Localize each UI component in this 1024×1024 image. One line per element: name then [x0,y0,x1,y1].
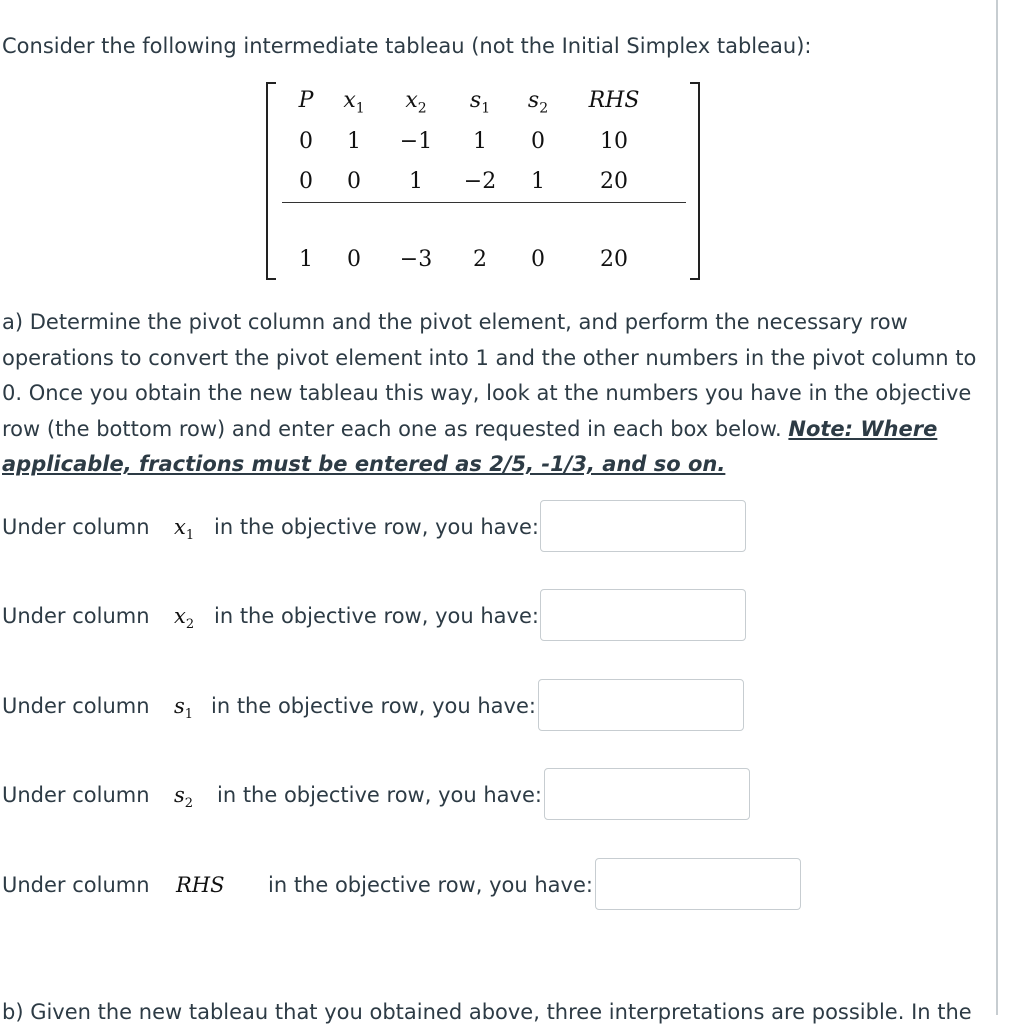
question-variable: $s_2$ [174,783,194,812]
tableau-cell: 0 [299,129,313,154]
answer-input-s1[interactable] [538,679,744,731]
question-suffix: in the objective row, you have: [214,604,539,628]
objective-cell: 2 [473,247,487,272]
question-prefix: Under column [2,604,150,628]
answer-input-x2[interactable] [540,589,746,641]
question-variable: $x_1$ [174,515,195,544]
question-s1 [2,679,762,735]
part-a-text: a) Determine the pivot column and the pivot element, and perform the necessary row operations to convert the pivot element into 1 and the other numbers in the pivot column to 0. Once you obtain the new tableau this way, look at the numbers you have in the objective row (the bottom row) and enter each one as requested in each box below. [2,310,977,441]
header-s2: $s_2$ [527,88,549,117]
question-suffix: in the objective row, you have: [217,783,542,807]
tableau-cell: 1 [347,129,361,154]
tableau-cell: 10 [600,129,628,154]
header-p: P [298,88,314,113]
fraction-note: Note: Where applicable, fractions must be entered as 2/5, -1/3, and so on. [2,416,938,476]
page-right-border [996,0,998,1015]
tableau-cell: 1 [473,129,487,154]
matrix-right-bracket [690,82,700,280]
question-prefix: Under column [2,873,150,897]
question-variable: $s_1$ [174,694,194,723]
question-prefix: Under column [2,783,150,807]
answer-input-s2[interactable] [544,768,750,820]
tableau-cell: 0 [347,169,361,194]
objective-cell: 1 [299,247,313,272]
header-x1: $x_1$ [343,88,365,117]
question-variable: $x_2$ [174,604,195,633]
question-x2 [2,589,762,645]
part-a-instructions [2,305,992,483]
question-x1 [2,500,762,556]
header-s1: $s_1$ [469,88,491,117]
objective-cell: −3 [399,247,433,272]
tableau-cell: 1 [409,169,423,194]
tableau-cell: 0 [531,129,545,154]
answer-input-rhs[interactable] [595,858,801,910]
objective-cell: 20 [600,247,628,272]
tableau-cell: 0 [299,169,313,194]
question-suffix: in the objective row, you have: [214,515,539,539]
objective-separator-line [282,202,686,203]
question-suffix: in the objective row, you have: [268,873,593,897]
question-suffix: in the objective row, you have: [211,694,536,718]
simplex-tableau [266,82,706,282]
question-s2 [2,768,762,824]
objective-cell: 0 [531,247,545,272]
tableau-cell: 1 [531,169,545,194]
tableau-cell: −2 [463,169,497,194]
question-prefix: Under column [2,515,150,539]
part-b-cutoff-text: b) Given the new tableau that you obtained above, three interpretations are possible. In the [2,1000,972,1024]
question-prefix: Under column [2,694,150,718]
tableau-cell: −1 [399,129,433,154]
intro-text: Consider the following intermediate tableau (not the Initial Simplex tableau): [2,34,812,58]
answer-input-x1[interactable] [540,500,746,552]
tableau-cell: 20 [600,169,628,194]
header-rhs: RHS [588,88,640,113]
question-variable: RHS [176,873,225,897]
objective-cell: 0 [347,247,361,272]
header-x2: $x_2$ [405,88,427,117]
question-rhs [2,858,812,914]
